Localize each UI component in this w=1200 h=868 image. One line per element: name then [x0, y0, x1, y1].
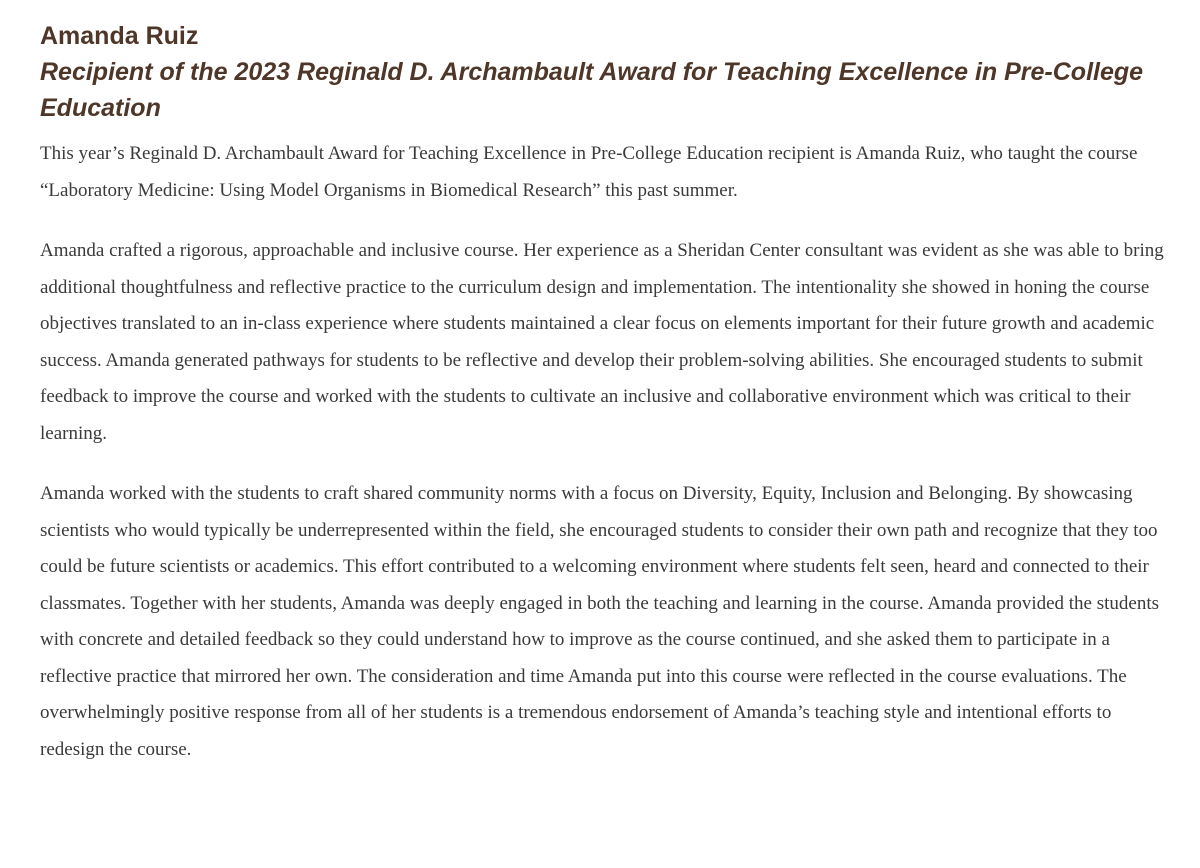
recipient-name: Amanda Ruiz: [40, 22, 199, 50]
award-article: [40, 18, 1165, 792]
paragraph-intro: This year’s Reginald D. Archambault Award for Teaching Excellence in Pre-College Education recipient is Amanda Ruiz, who taught the course “Laboratory Medicine: Using Model Organisms in Biomedical Research” this past summer.: [40, 143, 1138, 201]
paragraph-course-design: Amanda crafted a rigorous, approachable and inclusive course. Her experience as a Sheridan Center consultant was evident as she was able to bring additional thoughtfulness and reflective practice to the curriculum design and implementation. The intentionality she showed in honing the course objectives translated to an in-class experience where students maintained a clear focus on elements important for their future growth and academic success. Amanda generated pathways for students to be reflective and develop their problem-solving abilities. She encouraged students to submit feedback to improve the course and worked with the students to cultivate an inclusive and collaborative environment which was critical to their learning.: [40, 240, 1164, 444]
paragraph-community: Amanda worked with the students to craft shared community norms with a focus on Diversity, Equity, Inclusion and Belonging. By showcasing scientists who would typically be underrepresented within the field, she encouraged students to consider their own path and recognize that they too could be future scientists or academics. This effort contributed to a welcoming environment where students felt seen, heard and connected to their classmates. Together with her students, Amanda was deeply engaged in both the teaching and learning in the course. Amanda provided the students with concrete and detailed feedback so they could understand how to improve as the course continued, and she asked them to participate in a reflective practice that mirrored her own. The consideration and time Amanda put into this course were reflected in the course evaluations. The overwhelmingly positive response from all of her students is a tremendous endorsement of Amanda’s teaching style and intentional efforts to redesign the course.: [40, 483, 1160, 760]
award-title: Recipient of the 2023 Reginald D. Archambault Award for Teaching Excellence in Pre-College Education: [40, 58, 1144, 122]
